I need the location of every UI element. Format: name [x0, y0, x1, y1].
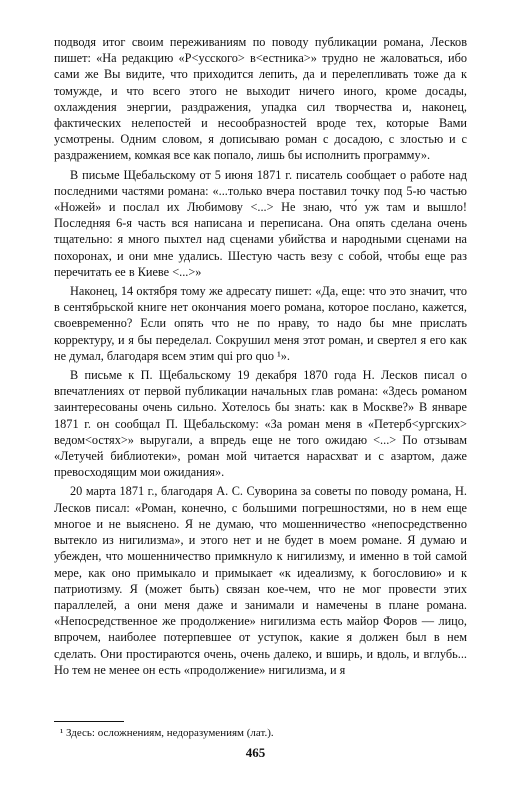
footnote: ¹ Здесь: осложнениям, недоразумениям (лат.).	[60, 727, 274, 739]
paragraph-1: подводя итог своим переживаниям по поводу публикации романа, Лесков пишет: «На редакцию «Р<усского> в<естника>» трудно не жаловаться, ибо сами же Вы видите, что приходится лепить, да и перелепливать тоже да к томужде, и что всего этого не выходит ничего иного, кроме досады, охлаждения энергии, раздражения, упадка сил творчества и, наконец, фактических нелепостей и несообразностей вроде тех, которые Вами усмотрены. Одним словом, я дописываю роман с досадою, с злостью и с раздражением, комкая все как попало, лишь бы исполнить программу».	[54, 35, 467, 163]
paragraph-3: Наконец, 14 октября тому же адресату пишет: «Да, еще: что это значит, что в сентябрьской книге нет окончания моего романа, которое послано, кажется, своевременно? Если опять что не по нраву, то надо бы мне прислать корректуру, и я бы переделал. Сокрушил меня этот роман, и свертел я его как не думал, благодаря всем этим qui pro quo ¹».	[54, 284, 467, 363]
footnote-divider	[54, 721, 124, 722]
page-body	[54, 34, 467, 681]
page-number: 465	[245, 745, 266, 760]
paragraph-4: В письме к П. Щебальскому 19 декабря 1870 года Н. Лесков писал о впечатлениях от первой публикации начальных глав романа: «Здесь романом заинтересованы очень сильно. Хотелось бы знать: как в Москве?» В январе 1871 г. он сообщал П. Щебальскому: «За роман меня в «Петерб<ургских> ведом<остях>» выругали, а впредь еще не того ожидаю <...> По отзывам «Летучей библиотеки», роман мой читается нарасхват и с азартом, даже превосходящим мои ожидания».	[54, 368, 467, 480]
paragraph-5: 20 марта 1871 г., благодаря А. С. Суворина за советы по поводу романа, Н. Лесков писал: «Роман, конечно, с большими погрешностями, но в нем еще многое и не выяснено. Я не думаю, что мошенничество «непосредственно вытекло из нигилизма», и этого нет и не будет в моем романе. Я думаю и убежден, что мошенничество примкнуло к нигилизму, и именно в той самой мере, как оно примыкало и примыкает «к идеализму, к богословию» и к патриотизму. Я (может быть) связан кое-чем, что не мог провести этих параллелей, а они меня даже и занимали и намечены в плане романа. «Непосредственное же продолжение» нигилизма есть майор Форов — лицо, впрочем, наиболее потерпевшее от уступок, какие я должен был в нем сделать. Они простираются очень, очень далеко, и вширь, и вдоль, и вглубь... Но тем не менее он есть «продолжение» нигилизма, и я	[54, 484, 467, 677]
paragraph-2: В письме Щебальскому от 5 июня 1871 г. писатель сообщает о работе над последними частями романа: «...только вчера поставил точку под 5-ю частью «Ножей» и послал их Любимову <...> Не знаю, что́ уж там и вышло! Последняя 6-я часть вся написана и переписана. Она опять сделана очень тщательно: я много пыхтел над сценами убийства и народными сценами на похоронах, и они мне удались. Шестую часть везу с собой, чтобы еще раз перечитать ее в Киеве <...>»	[54, 167, 467, 279]
